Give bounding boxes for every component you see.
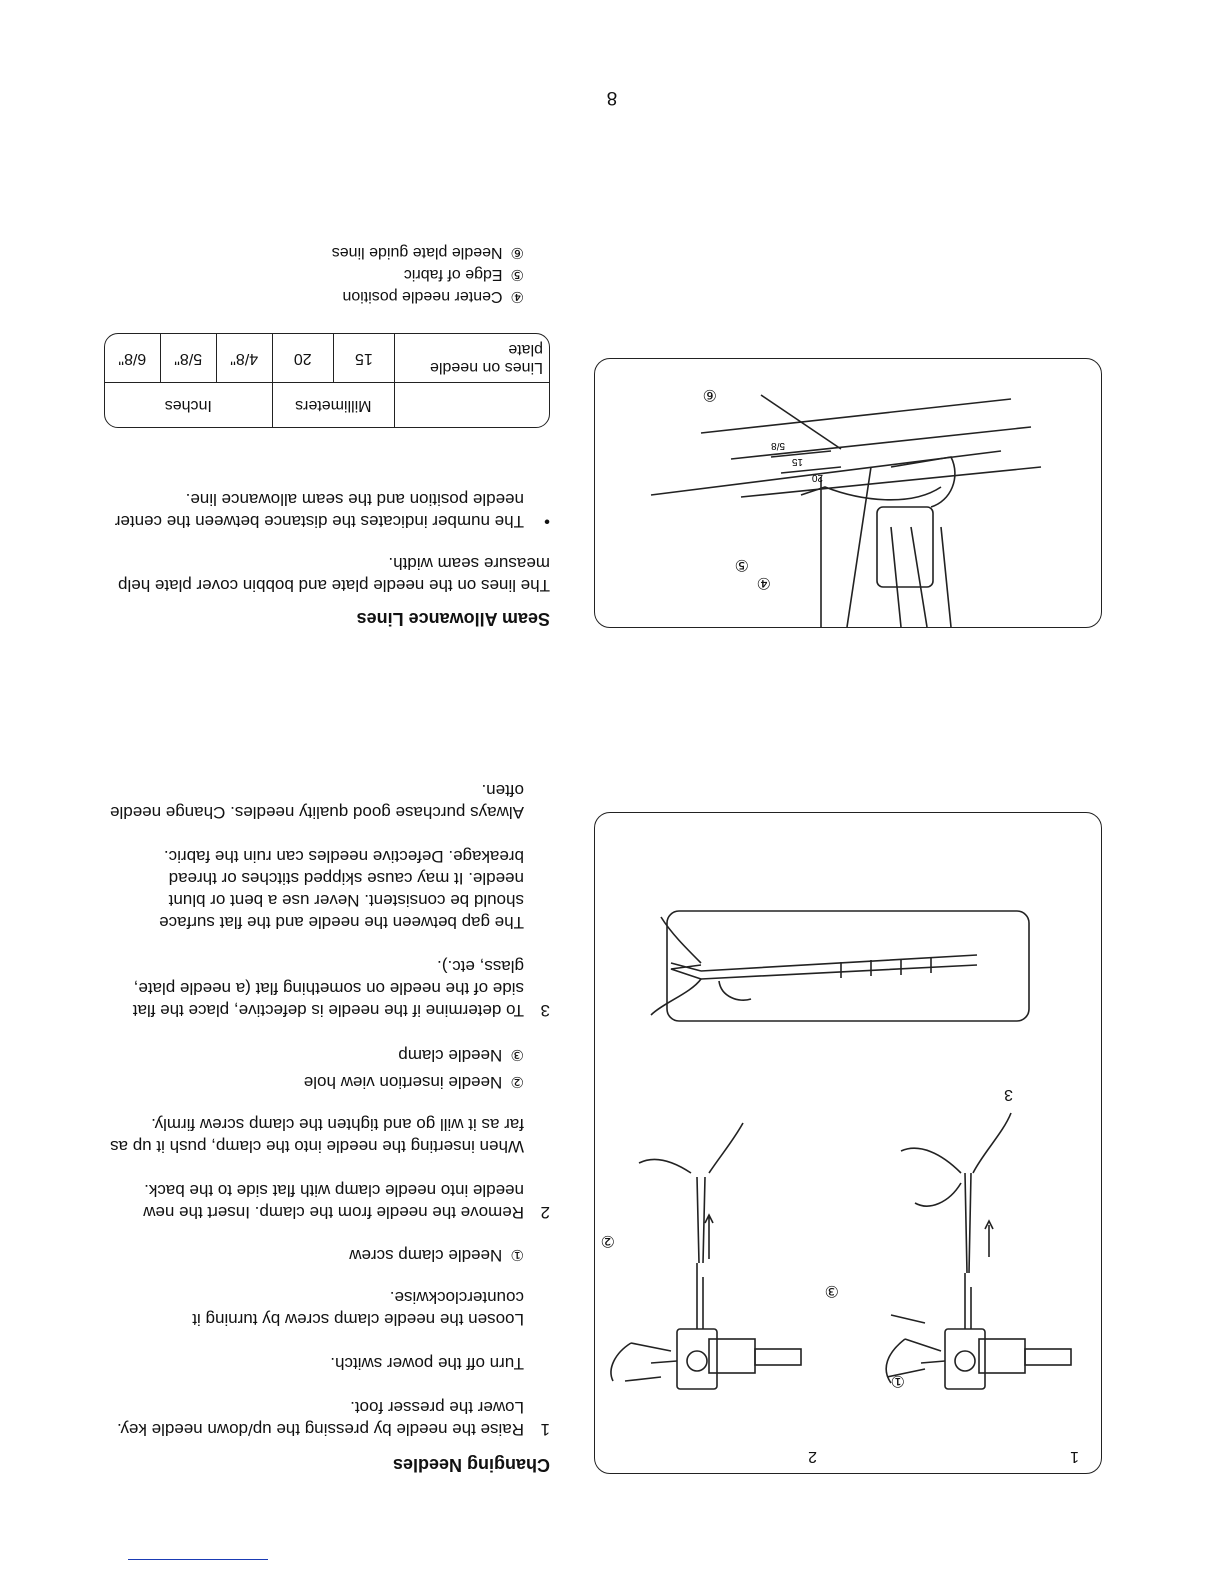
cell-15: 15 (333, 334, 394, 382)
changing-needles-section (110, 779, 550, 1476)
step-2-text-a: Remove the needle from the clamp. Insert the new needle into needle clamp with flat side to the back. (143, 1181, 524, 1222)
table-header-row (105, 382, 549, 427)
step-3-text-c: Always purchase good quality needles. Change needle often. (110, 781, 524, 822)
legend-4-text: Center needle position (342, 288, 503, 305)
seam-allowance-title: Seam Allowance Lines (356, 609, 550, 629)
callout-6: ⑥ (702, 386, 717, 403)
legend-center-needle (342, 287, 524, 306)
plate-marking-15: 15 (791, 456, 803, 467)
seam-allowance-figure (594, 358, 1102, 628)
plate-marking-20: 20 (811, 472, 823, 483)
step-1-text-a: Raise the needle by pressing the up/down needle key. Lower the presser foot. (116, 1398, 524, 1439)
seam-plate-illustration (595, 359, 1101, 627)
step-3 (110, 779, 550, 1021)
cell-20: 20 (272, 334, 333, 382)
step-2-number: 2 (540, 1203, 550, 1222)
callout-2: ② (600, 1232, 615, 1249)
row-label: Lines on needle plate (394, 334, 549, 382)
legend-6-text: Needle plate guide lines (331, 244, 503, 261)
legend-6-number: ⑥ (510, 244, 524, 261)
step-1-text-c: Loosen the needle clamp screw by turning it counterclockwise. (192, 1288, 524, 1329)
legend-1-number: ① (510, 1246, 524, 1263)
changing-needles-title: Changing Needles (392, 1455, 550, 1475)
legend-3-text: Needle clamp (398, 1046, 503, 1065)
plate-marking-5-8: 5/8 (771, 440, 785, 451)
seam-bullet-item (110, 488, 550, 532)
legend-5-text: Edge of fabric (403, 266, 503, 283)
header-inches: Inches (105, 382, 272, 427)
step-1 (110, 1243, 550, 1440)
callout-3: ③ (824, 1282, 839, 1299)
figure-label-3: 3 (1004, 1086, 1013, 1103)
page-number: 8 (606, 87, 618, 108)
table-corner (394, 382, 549, 427)
table-row (105, 334, 549, 382)
cell-4-8: 4/8" (216, 334, 272, 382)
callout-1: ① (890, 1372, 905, 1389)
legend-5-number: ⑤ (510, 266, 524, 283)
step-2 (110, 1043, 550, 1223)
step-3-text-b: The gap between the needle and the flat surface should be consistent. Never use a bent or blunt needle. It may cause skipped stitches or thread breakage. Defective needles can ruin the fabric. (159, 847, 524, 932)
legend-2-number: ② (510, 1073, 524, 1090)
cell-6-8: 6/8" (118, 350, 147, 367)
legend-insertion-view-hole (110, 1070, 524, 1093)
bullet-mark: • (544, 512, 550, 531)
callout-4: ④ (756, 574, 771, 591)
legend-edge-of-fabric (404, 265, 524, 284)
callout-5: ⑤ (734, 556, 749, 573)
legend-needle-clamp-screw (110, 1243, 524, 1266)
legend-1-text: Needle clamp screw (349, 1246, 503, 1265)
figure-label-2: 2 (808, 1448, 817, 1465)
step-2-text-b: When inserting the needle into the clamp, push it up as far as it will go and tighten the clamp screw firmly. (110, 1115, 524, 1156)
figure-label-1: 1 (1070, 1448, 1079, 1465)
step-1-text-b: Turn off the power switch. (330, 1354, 524, 1373)
seam-allowance-table (104, 333, 550, 428)
seam-intro: The lines on the needle plate and bobbin cover plate help measure seam width. (118, 554, 550, 595)
step-3-text-a: To determine if the needle is defective, place the flat side of the needle on something flat (a needle plate, glass, etc.). (132, 957, 524, 1020)
legend-3-number: ③ (510, 1046, 524, 1063)
header-millimeters: Millimeters (272, 382, 394, 427)
step-1-number: 1 (540, 1420, 550, 1439)
legend-guide-lines (332, 243, 524, 262)
legend-needle-clamp (110, 1043, 524, 1066)
needle-illustrations (595, 813, 1101, 1473)
cell-5-8: 5/8" (160, 334, 216, 382)
seam-allowance-section (110, 488, 550, 630)
legend-4-number: ④ (510, 288, 524, 305)
divider-line (128, 1559, 268, 1560)
changing-needles-figure (594, 812, 1102, 1474)
step-3-number: 3 (540, 1001, 550, 1020)
legend-2-text: Needle insertion view hole (303, 1073, 503, 1092)
seam-bullet-text: The number indicates the distance between the center needle position and the seam allowance line. (114, 490, 524, 531)
